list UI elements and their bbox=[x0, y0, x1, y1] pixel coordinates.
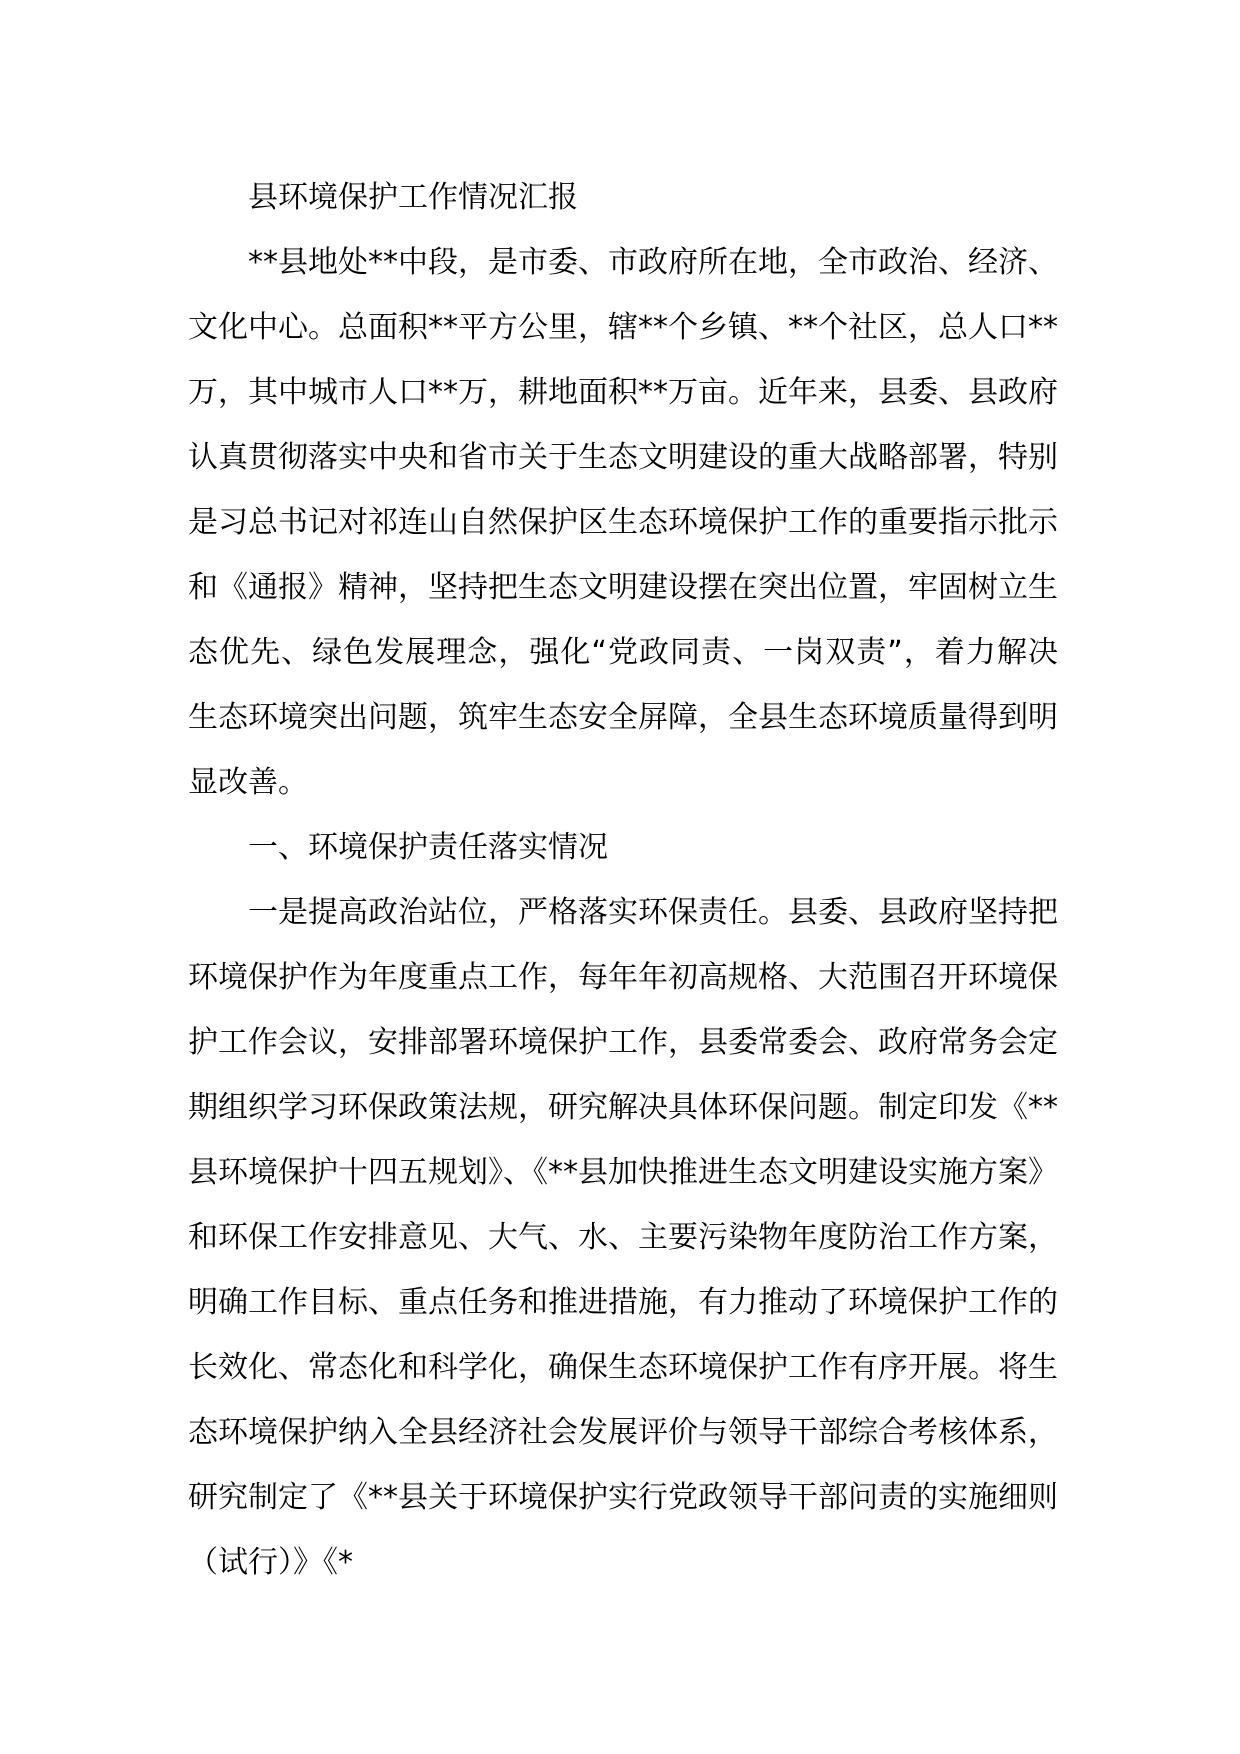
body-paragraph: 一是提高政治站位，严格落实环保责任。县委、县政府坚持把环境保护作为年度重点工作，每年年初高规格、大范围召开环境保护工作会议，安排部署环境保护工作，县委常委会、政府常务会定期组织学习环保政策法规，研究解决具体环保问题。制定印发《**县环境保护十四五规划》、《**县加快推进生态文明建设实施方案》和环保工作安排意见、大气、水、主要污染物年度防治工作方案，明确工作目标、重点任务和推进措施，有力推动了环境保护工作的长效化、常态化和科学化，确保生态环境保护工作有序开展。将生态环境保护纳入全县经济社会发展评价与领导干部综合考核体系，研究制定了《**县关于环境保护实行党政领导干部问责的实施细则（试行）》《* bbox=[188, 895, 1058, 1580]
document-title: 县环境保护工作情况汇报 bbox=[248, 180, 578, 215]
section-heading: 一、环境保护责任落实情况 bbox=[248, 830, 608, 865]
intro-paragraph: **县地处**中段，是市委、市政府所在地，全市政治、经济、文化中心。总面积**平方公里，辖**个乡镇、**个社区，总人口**万，其中城市人口**万，耕地面积**万亩。近年来，县委、县政府认真贯彻落实中央和省市关于生态文明建设的重大战略部署，特别是习总书记对祁连山自然保护区生态环境保护工作的重要指示批示和《通报》精神，坚持把生态文明建设摆在突出位置，牢固树立生态优先、绿色发展理念，强化“党政同责、一岗双责”，着力解决生态环境突出问题，筑牢生态安全屏障，全县生态环境质量得到明显改善。 bbox=[188, 245, 1058, 800]
document-body bbox=[188, 165, 1058, 1595]
